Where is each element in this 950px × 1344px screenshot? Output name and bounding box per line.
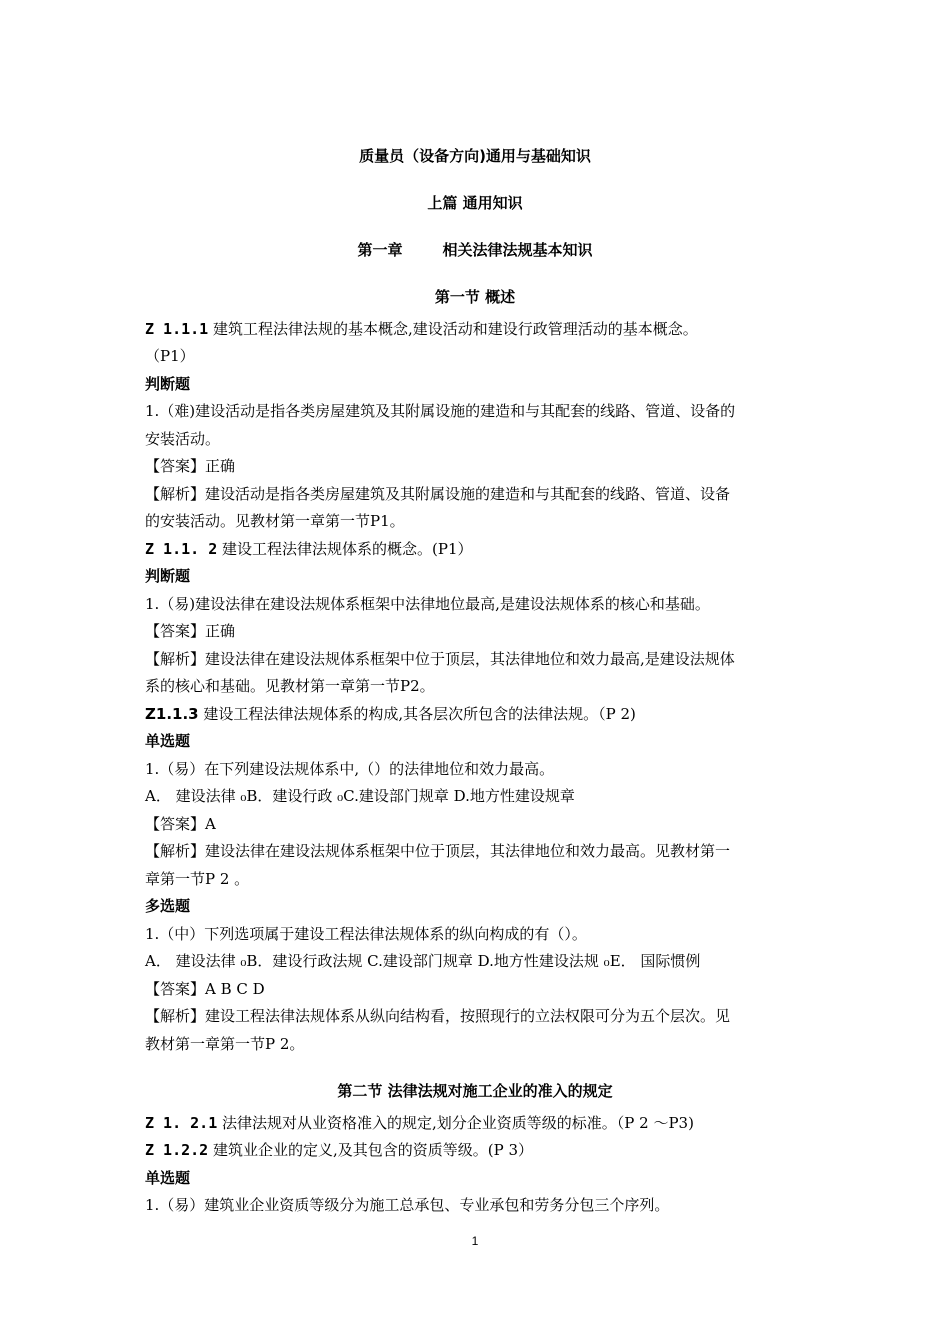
question-line: 1.（中）下列选项属于建设工程法律法规体系的纵向构成的有（）。: [145, 925, 587, 943]
chapter-title: 相关法律法规基本知识: [442, 241, 593, 259]
part-heading: 上篇 通用知识: [427, 194, 523, 212]
topic-z111: [145, 319, 810, 339]
page-number: 1: [471, 1234, 479, 1248]
options-line: A． 建设法律 ₀B．建设行政 ₀C.建设部门规章 D.地方性建设规章: [145, 787, 575, 805]
question-type-label: 判断题: [145, 567, 191, 585]
topic-z113: [145, 704, 810, 724]
topic-text: 建筑业企业的定义,及其包含的资质等级。(P 3）: [208, 1141, 534, 1159]
explanation-line: 章第一节P 2 。: [145, 870, 250, 888]
topic-page-ref: （P1）: [145, 347, 195, 365]
topic-code: Z 1.1. 2: [145, 540, 218, 558]
question-line: 1.（难)建设活动是指各类房屋建筑及其附属设施的建造和与其配套的线路、管道、设备的: [145, 402, 736, 420]
topic-text: 建设工程法律法规体系的构成,其各层次所包含的法律法规。（P 2): [198, 705, 636, 723]
section-2-heading: 第二节 法律法规对施工企业的准入的规定: [337, 1082, 613, 1100]
answer-line: 【答案】正确: [145, 457, 236, 475]
question-line: 安装活动。: [145, 430, 221, 448]
question-type-label: 多选题: [145, 897, 191, 915]
question-line: 1.（易）建筑业企业资质等级分为施工总承包、专业承包和劳务分包三个序列。: [145, 1196, 670, 1214]
topic-code: Z 1.1.1: [145, 320, 209, 338]
topic-z121: [145, 1113, 810, 1133]
answer-line: 【答案】A: [145, 815, 216, 833]
topic-z112: [145, 539, 810, 559]
topic-code: Z 1.2.2: [145, 1141, 209, 1159]
explanation-line: 教材第一章第一节P 2。: [145, 1035, 305, 1053]
explanation-line: 的安装活动。见教材第一章第一节P1。: [145, 512, 405, 530]
explanation-line: 【解析】建设活动是指各类房屋建筑及其附属设施的建造和与其配套的线路、管道、设备: [145, 485, 731, 503]
topic-text: 建筑工程法律法规的基本概念,建设活动和建设行政管理活动的基本概念。: [208, 320, 698, 338]
chapter-number: 第一章: [357, 241, 403, 259]
topic-text: 法律法规对从业资格准入的规定,划分企业资质等级的标准。（P 2 ～P3): [217, 1114, 694, 1132]
section-1-heading: 第一节 概述: [434, 288, 516, 306]
explanation-line: 【解析】建设法律在建设法规体系框架中位于顶层，其法律地位和效力最高。见教材第一: [145, 842, 731, 860]
chapter-heading: [0, 240, 950, 260]
topic-text: 建设工程法律法规体系的概念。(P1）: [217, 540, 473, 558]
explanation-line: 系的核心和基础。见教材第一章第一节P2。: [145, 677, 435, 695]
topic-z122: [145, 1140, 810, 1160]
topic-code: Z1.1.3: [145, 705, 199, 723]
explanation-line: 【解析】建设法律在建设法规体系框架中位于顶层，其法律地位和效力最高,是建设法规体: [145, 650, 735, 668]
question-type-label: 单选题: [145, 732, 191, 750]
topic-code: Z 1. 2.1: [145, 1114, 218, 1132]
question-line: 1.（易)建设法律在建设法规体系框架中法律地位最高,是建设法规体系的核心和基础。: [145, 595, 710, 613]
document-title: 质量员（设备方向)通用与基础知识: [359, 147, 591, 165]
question-type-label: 判断题: [145, 375, 191, 393]
answer-line: 【答案】正确: [145, 622, 236, 640]
question-line: 1.（易）在下列建设法规体系中,（）的法律地位和效力最高。: [145, 760, 555, 778]
question-type-label: 单选题: [145, 1169, 191, 1187]
options-line: A． 建设法律 ₀B．建设行政法规 C.建设部门规章 D.地方性建设法规 ₀E． 国际惯例: [145, 952, 701, 970]
answer-line: 【答案】A B C D: [145, 980, 265, 998]
explanation-line: 【解析】建设工程法律法规体系从纵向结构看，按照现行的立法权限可分为五个层次。见: [145, 1007, 731, 1025]
